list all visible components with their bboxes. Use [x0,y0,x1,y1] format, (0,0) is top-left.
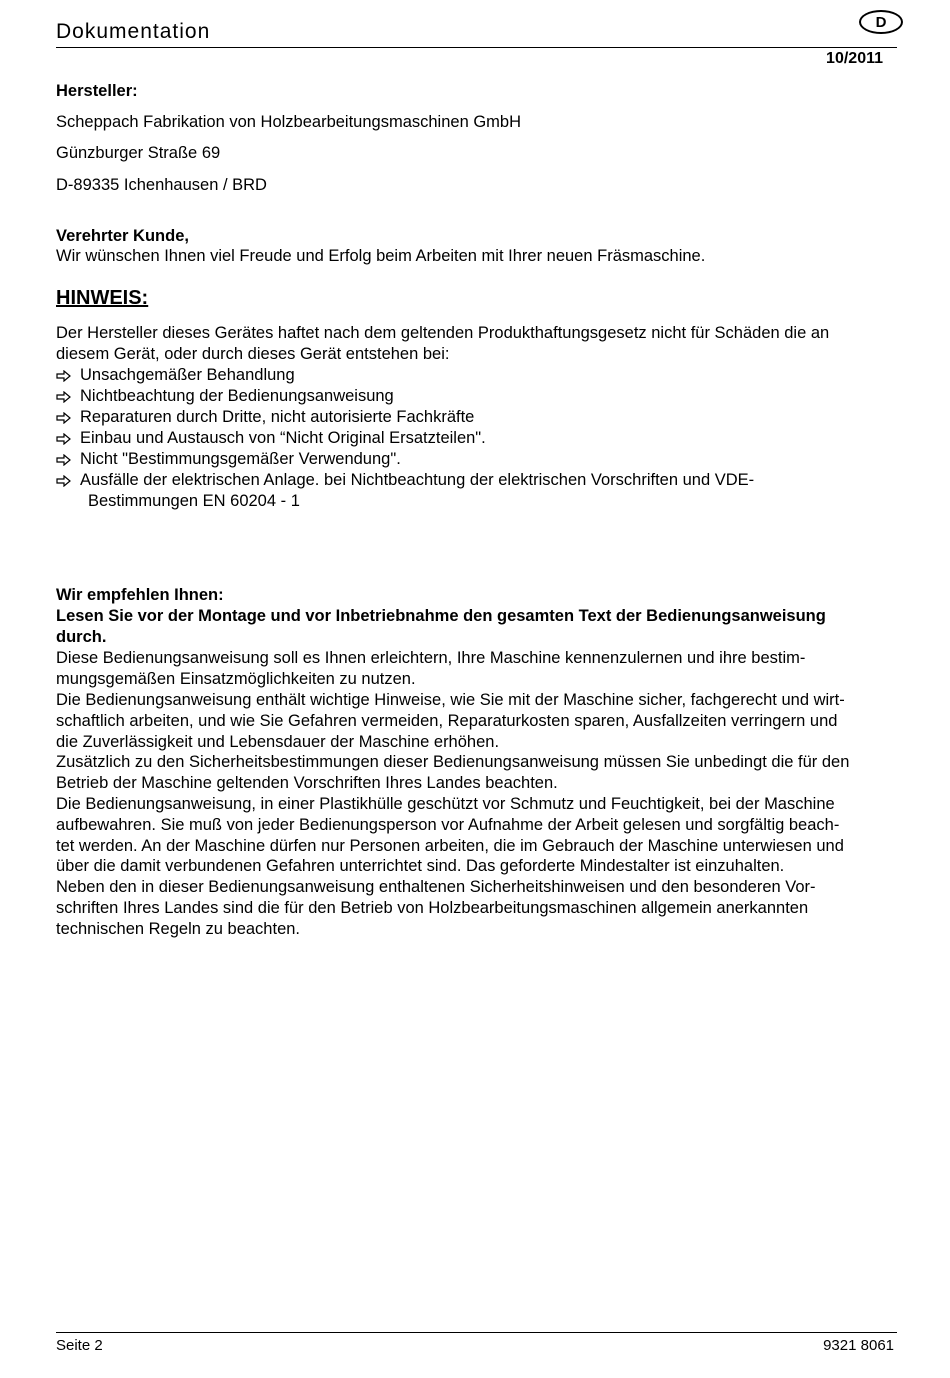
recommendation-body-line: Neben den in dieser Bedienungsanweisung enthaltenen Sicherheitshinweisen und den besonderen Vor- [56,878,816,896]
recommendation-body-line: aufbewahren. Sie muß von jeder Bedienungsperson vor Aufnahme der Arbeit gelesen und sorgfältig beach- [56,816,840,834]
recommendation-body-line: Die Bedienungsanweisung enthält wichtige Hinweise, wie Sie mit der Maschine sicher, fachgerecht und wirt- [56,691,845,709]
arrow-right-icon [56,391,80,403]
footer-divider [56,1332,897,1333]
manufacturer-street: Günzburger Straße 69 [56,144,221,162]
manufacturer-city: D-89335 Ichenhausen / BRD [56,176,267,194]
arrow-right-icon [56,412,80,424]
language-badge: D [859,10,903,34]
recommendation-body-line: Betrieb der Maschine geltenden Vorschriften Ihres Landes beachten. [56,774,558,792]
recommendation-body-line: schriften Ihres Landes sind die für den Betrieb von Holzbearbeitungsmaschinen allgemein anerkannten [56,899,809,917]
arrow-right-icon [56,370,80,382]
recommendation-bold-line: durch. [56,628,107,646]
recommendation-body-line: Diese Bedienungsanweisung soll es Ihnen erleichtern, Ihre Maschine kennenzulernen und ihre bestim- [56,649,806,667]
arrow-right-icon [56,433,80,445]
recommendation-heading: Wir empfehlen Ihnen: [56,586,224,604]
recommendation-body-line: mungsgemäßen Einsatzmöglichkeiten zu nutzen. [56,670,416,688]
recommendation-body-line: die Zuverlässigkeit und Lebensdauer der Maschine erhöhen. [56,733,500,751]
notice-list-item [56,470,754,491]
header-divider [56,47,897,48]
notice-list-item-text: Reparaturen durch Dritte, nicht autorisierte Fachkräfte [80,408,475,426]
notice-list-item-text: Einbau und Austausch von “Nicht Original Ersatzteilen". [80,429,486,447]
notice-list-item-text: Unsachgemäßer Behandlung [80,366,295,384]
document-number: 9321 8061 [823,1337,894,1354]
notice-list-item [56,407,474,428]
greeting-text: Wir wünschen Ihnen viel Freude und Erfolg beim Arbeiten mit Ihrer neuen Fräsmaschine. [56,247,706,265]
recommendation-body-line: über die damit verbundenen Gefahren unterrichtet sind. Das geforderte Mindestalter ist einzuhalten. [56,857,785,875]
arrow-right-icon [56,454,80,466]
notice-intro-line: diesem Gerät, oder durch dieses Gerät entstehen bei: [56,345,450,363]
recommendation-body-line: technischen Regeln zu beachten. [56,920,301,938]
notice-list-item [56,365,295,386]
page-header-title: Dokumentation [56,20,211,43]
notice-list-item-text: Nichtbeachtung der Bedienungsanweisung [80,387,394,405]
recommendation-bold-line: Lesen Sie vor der Montage und vor Inbetriebnahme den gesamten Text der Bedienungsanweisung [56,607,826,625]
document-date: 10/2011 [826,50,883,67]
notice-list-item [56,449,401,470]
arrow-right-icon [56,475,80,487]
recommendation-body-line: tet werden. An der Maschine dürfen nur Personen arbeiten, die im Gebrauch der Maschine unterwiesen und [56,837,844,855]
notice-list-item-text: Nicht "Bestimmungsgemäßer Verwendung". [80,450,401,468]
notice-heading: HINWEIS: [56,287,149,309]
manufacturer-label: Hersteller: [56,82,138,100]
recommendation-body-line: Die Bedienungsanweisung, in einer Plastikhülle geschützt vor Schmutz und Feuchtigkeit, bei der Maschine [56,795,835,813]
notice-list-item [56,428,486,449]
notice-list-item-continuation: Bestimmungen EN 60204 - 1 [88,492,300,510]
manufacturer-name: Scheppach Fabrikation von Holzbearbeitungsmaschinen GmbH [56,113,522,131]
notice-intro-line: Der Hersteller dieses Gerätes haftet nach dem geltenden Produkthaftungsgesetz nicht für Schäden die an [56,324,830,342]
notice-list-item-text: Ausfälle der elektrischen Anlage. bei Nichtbeachtung der elektrischen Vorschriften und VDE- [80,471,755,489]
recommendation-body-line: Zusätzlich zu den Sicherheitsbestimmungen dieser Bedienungsanweisung müssen Sie unbedingt die für den [56,753,850,771]
page-number: Seite 2 [56,1337,103,1354]
recommendation-body-line: schaftlich arbeiten, und wie Sie Gefahren vermeiden, Reparaturkosten sparen, Ausfallzeiten verringern und [56,712,838,730]
notice-list-item [56,386,394,407]
greeting-salutation: Verehrter Kunde, [56,227,189,245]
